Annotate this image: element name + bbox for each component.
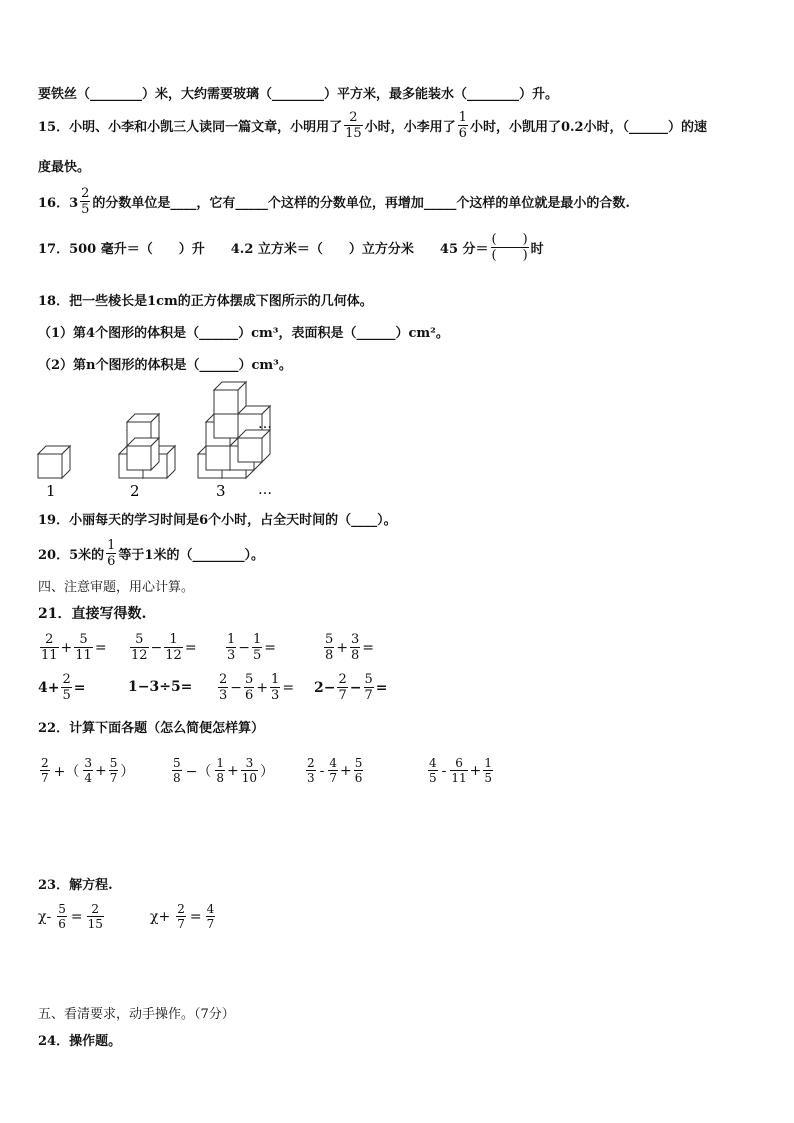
question-23-title: 23．解方程. — [38, 878, 113, 893]
question-14-text: 要铁丝（________）米，大约需要玻璃（________）平方米，最多能装水（________）升。 — [38, 87, 559, 102]
question-15-cont: 度最快。 — [38, 160, 91, 175]
calc-21-4: $\frac{5}{8}$ + $\frac{3}{8}$ = — [325, 632, 375, 663]
calc-21-8: 2− $\frac{2}{7}$ − $\frac{5}{7}$ = — [314, 672, 388, 703]
calc-21-1: $\frac{2}{11}$ + $\frac{5}{11}$ = — [41, 632, 107, 663]
fraction: $\frac{2}{5}$ — [81, 186, 90, 217]
question-20: 20．5米的 $\frac{1}{6}$ 等于1米的（________）。 — [38, 538, 264, 569]
calc-22-1: $\frac{2}{7}$ +（ $\frac{3}{4}$ + $\frac{5}{7}$ ） — [41, 756, 135, 785]
question-21-title: 21．直接写得数. — [38, 606, 147, 622]
question-16: 16．3 $\frac{2}{5}$ 的分数单位是____，它有_____个这样的分数单位，再增加_____个这样的单位就是最小的合数. — [38, 186, 630, 217]
figure-label-2: 2 — [130, 482, 140, 500]
cube-figure — [30, 378, 290, 500]
ellipsis-bottom: … — [258, 482, 272, 498]
calc-21-6: 1−3÷5= — [128, 679, 193, 695]
section-4-title: 四、注意审题，用心计算。 — [38, 580, 195, 595]
calc-22-3: $\frac{2}{3}$ - $\frac{4}{7}$ + $\frac{5}{6}$ — [307, 756, 363, 785]
question-15: 15．小明、小李和小凯三人读同一篇文章，小明用了 $\frac{2}{15}$ 小时，小李用了 $\frac{1}{6}$ 小时，小凯用了0.2小时，（______）的速 — [38, 110, 708, 141]
figure-label-1: 1 — [46, 482, 56, 500]
cube — [38, 446, 70, 478]
question-18-sub1: （1）第4个图形的体积是（______）cm³，表面积是（______）cm²。 — [38, 326, 449, 341]
calc-22-2: $\frac{5}{8}$ −（ $\frac{1}{8}$ + $\frac{3}{10}$ ） — [173, 756, 275, 785]
fraction: $\frac{( )}{( )}$ — [491, 232, 528, 263]
ellipsis-top: … — [258, 416, 272, 432]
question-18-title: 18．把一些棱长是1cm的正方体摆成下图所示的几何体。 — [38, 294, 373, 309]
fraction: $\frac{2}{15}$ — [345, 110, 362, 141]
fraction: $\frac{1}{6}$ — [107, 538, 116, 569]
cube — [238, 430, 270, 462]
question-24-title: 24．操作题。 — [38, 1034, 122, 1049]
fraction: $\frac{1}{6}$ — [458, 110, 467, 141]
question-17: 17．500 毫升＝（ ）升 4.2 立方米＝（ ）立方分米 45 分＝ $\frac{( )}{( )}$ 时 — [38, 232, 544, 263]
question-22-title: 22．计算下面各题（怎么简便怎样算） — [38, 721, 265, 736]
calc-21-7: $\frac{2}{3}$ − $\frac{5}{6}$ + $\frac{1}{3}$ = — [219, 672, 295, 703]
calc-21-2: $\frac{5}{12}$ − $\frac{1}{12}$ = — [131, 632, 197, 663]
question-18-sub2: （2）第n个图形的体积是（______）cm³。 — [38, 358, 292, 373]
cube — [127, 438, 159, 470]
question-19: 19．小丽每天的学习时间是6个小时，占全天时间的（____）。 — [38, 513, 397, 528]
figure-label-3: 3 — [216, 482, 226, 500]
calc-21-3: $\frac{1}{3}$ − $\frac{1}{5}$ = — [227, 632, 277, 663]
section-5-title: 五、看清要求，动手操作。（7分） — [38, 1007, 235, 1022]
calc-21-5: 4+ $\frac{2}{5}$ = — [38, 672, 86, 703]
equation-2: χ+ $\frac{2}{7}$ = $\frac{4}{7}$ — [150, 902, 215, 931]
cube — [214, 382, 246, 414]
calc-22-4: $\frac{4}{5}$ - $\frac{6}{11}$ + $\frac{1}{5}$ — [429, 756, 493, 785]
equation-1: χ- $\frac{5}{6}$ = $\frac{2}{15}$ — [38, 902, 103, 931]
